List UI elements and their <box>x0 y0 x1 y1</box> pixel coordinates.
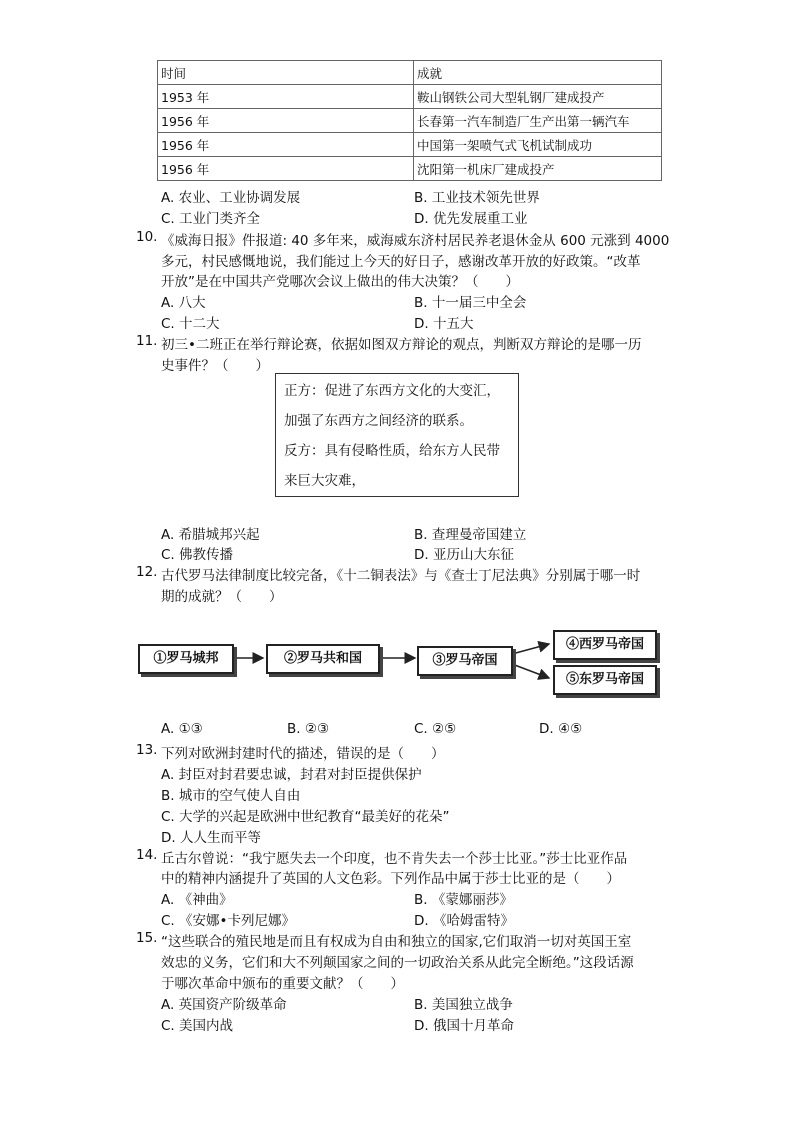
table-cell-achievement: 长春第一汽车制造厂生产出第一辆汽车 <box>414 109 662 133</box>
q15-option-b[interactable]: B. 美国独立战争 <box>414 997 513 1013</box>
q10-option-a[interactable]: A. 八大 <box>161 295 206 311</box>
table-cell-time: 1956 年 <box>158 133 414 157</box>
q11-option-d[interactable]: D. 亚历山大东征 <box>414 547 514 563</box>
q10-option-b[interactable]: B. 十一届三中全会 <box>414 295 527 311</box>
table-row <box>158 157 662 181</box>
q13-option-a[interactable]: A. 封臣对封君要忠诚，封君对封臣提供保护 <box>161 767 422 783</box>
q9-option-c[interactable]: C. 工业门类齐全 <box>161 211 261 227</box>
debate-con-line-1: 反方：具有侵略性质，给东方人民带 <box>284 443 500 459</box>
flow-arrow-4 <box>512 664 549 678</box>
table-cell-time: 1956 年 <box>158 157 414 181</box>
q11-option-b[interactable]: B. 查理曼帝国建立 <box>414 527 527 543</box>
table-header-row <box>158 61 662 85</box>
q13-option-d[interactable]: D. 人人生而平等 <box>161 830 261 846</box>
q14-stem-line-1: 丘古尔曾说：“我宁愿失去一个印度，也不肯失去一个莎士比亚。”莎士比亚作品 <box>161 851 628 867</box>
q14-option-c[interactable]: C. 《安娜•卡列尼娜》 <box>161 913 295 929</box>
q12-option-d[interactable]: D. ④⑤ <box>539 721 583 737</box>
q10-option-d[interactable]: D. 十五大 <box>414 316 474 332</box>
q14-stem-line-2: 中的精神内涵提升了英国的人文色彩。下列作品中属于莎士比亚的是（ ） <box>161 871 620 887</box>
table-cell-time: 1953 年 <box>158 85 414 109</box>
table-cell-achievement: 沈阳第一机床厂建成投产 <box>414 157 662 181</box>
flow-box-roman-city-state: ①罗马城邦 <box>138 644 234 674</box>
debate-box <box>275 373 519 497</box>
flow-box-western-roman-empire: ④西罗马帝国 <box>553 630 657 660</box>
q10-stem-line-2: 多元，村民感慨地说，我们能过上今天的好日子，感谢改革开放的好政策。“改革 <box>161 254 641 270</box>
achievements-table <box>157 60 662 181</box>
q11-stem-line-2: 史事件？（ ） <box>161 358 269 374</box>
q15-option-a[interactable]: A. 英国资产阶级革命 <box>161 997 287 1013</box>
q14-option-b[interactable]: B. 《蒙娜丽莎》 <box>414 892 513 908</box>
q15-option-d[interactable]: D. 俄国十月革命 <box>414 1018 514 1034</box>
q9-option-d[interactable]: D. 优先发展重工业 <box>414 211 528 227</box>
debate-con-line-2: 来巨大灾难， <box>284 473 365 489</box>
flow-box-eastern-roman-empire: ⑤东罗马帝国 <box>553 665 657 695</box>
q13-option-b[interactable]: B. 城市的空气使人自由 <box>161 788 301 804</box>
q11-option-a[interactable]: A. 希腊城邦兴起 <box>161 527 260 543</box>
q12-option-c[interactable]: C. ②⑤ <box>414 721 457 737</box>
q9-option-a[interactable]: A. 农业、工业协调发展 <box>161 190 301 206</box>
q13-stem-line-1: 下列对欧洲封建时代的描述，错误的是（ ） <box>161 746 445 762</box>
q10-stem-line-3: 开放”是在中国共产党哪次会议上做出的伟大决策？（ ） <box>161 274 519 290</box>
q15-stem-line-2: 效忠的义务，它们和大不列颠国家之间的一切政治关系从此完全断绝。”这段话源 <box>161 955 634 971</box>
table-cell-achievement: 中国第一架喷气式飞机试制成功 <box>414 133 662 157</box>
q15-stem-line-3: 于哪次革命中颁布的重要文献？（ ） <box>161 976 404 992</box>
table-cell-time: 1956 年 <box>158 109 414 133</box>
debate-pro-line-2: 加强了东西方之间经济的联系。 <box>284 413 473 429</box>
q15-stem-line-1: “这些联合的殖民地是而且有权成为自由和独立的国家,它们取消一切对英国王室 <box>161 934 632 950</box>
q13-number: 13. <box>136 742 158 758</box>
table-header-achievement: 成就 <box>414 61 662 85</box>
table-header-time: 时间 <box>158 61 414 85</box>
q11-number: 11. <box>136 333 158 349</box>
q9-option-b[interactable]: B. 工业技术领先世界 <box>414 190 540 206</box>
flow-box-roman-empire: ③罗马帝国 <box>417 646 513 676</box>
q14-option-d[interactable]: D. 《哈姆雷特》 <box>414 913 514 929</box>
table-row <box>158 109 662 133</box>
q15-number: 15. <box>136 930 158 946</box>
debate-pro-line-1: 正方：促进了东西方文化的大变汇， <box>284 383 500 399</box>
q14-number: 14. <box>136 847 158 863</box>
q10-number: 10. <box>136 229 158 245</box>
flow-arrow-3 <box>512 644 549 654</box>
table-row <box>158 133 662 157</box>
q13-option-c[interactable]: C. 大学的兴起是欧洲中世纪教育“最美好的花朵” <box>161 809 450 825</box>
q10-option-c[interactable]: C. 十二大 <box>161 316 220 332</box>
q11-stem-line-1: 初三•二班正在举行辩论赛，依据如图双方辩论的观点，判断双方辩论的是哪一历 <box>161 337 642 353</box>
table-cell-achievement: 鞍山钢铁公司大型轧钢厂建成投产 <box>414 85 662 109</box>
q12-number: 12. <box>136 564 158 580</box>
q14-option-a[interactable]: A. 《神曲》 <box>161 892 233 908</box>
q15-option-c[interactable]: C. 美国内战 <box>161 1018 234 1034</box>
q11-option-c[interactable]: C. 佛教传播 <box>161 547 234 563</box>
table-row <box>158 85 662 109</box>
q10-stem-line-1: 《威海日报》件报道: 40 多年来，威海威东济村居民养老退休金从 600 元涨到 4000 <box>161 233 670 249</box>
q12-option-a[interactable]: A. ①③ <box>161 721 203 737</box>
q12-stem-line-2: 期的成就？（ ） <box>161 589 283 605</box>
q12-option-b[interactable]: B. ②③ <box>287 721 330 737</box>
flow-box-roman-republic: ②罗马共和国 <box>266 644 380 674</box>
q12-stem-line-1: 古代罗马法律制度比较完备，《十二铜表法》与《查士丁尼法典》分别属于哪一时 <box>161 568 641 584</box>
